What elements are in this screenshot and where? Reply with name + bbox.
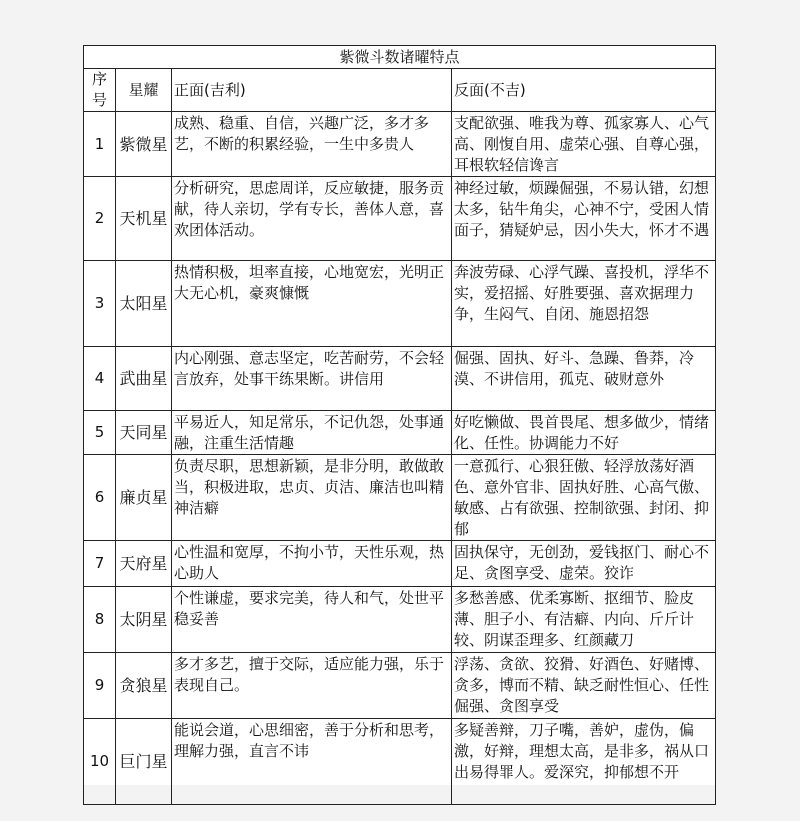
row-positive: 个性谦虚，要求完美，待人和气，处世平稳妥善 [172,587,452,653]
row-negative: 奔波劳碌、心浮气躁、喜投机，浮华不实，爱招摇、好胜要强、喜欢据理力争，生闷气、自闭、施恩招怨 [452,261,716,347]
row-star: 贪狼星 [116,653,172,719]
table-row [84,261,716,347]
header-positive: 正面(吉利) [172,69,452,112]
row-index: 8 [84,587,116,653]
row-index: 2 [84,177,116,261]
star-traits-table [83,45,716,805]
row-negative: 一意孤行、心狠狂傲、轻浮放荡好酒色、意外官非、固执好胜、心高气傲、敏感、占有欲强、控制欲强、封闭、抑郁 [452,455,716,541]
row-index: 6 [84,455,116,541]
row-negative: 神经过敏，烦躁倔强，不易认错，幻想太多，钻牛角尖，心神不宁，受困人情面子，猜疑妒忌，因小失大，怀才不遇 [452,177,716,261]
table-row [84,719,716,805]
row-star: 武曲星 [116,347,172,411]
row-star: 天同星 [116,411,172,455]
row-negative: 固执保守，无创劲，爱钱抠门、耐心不足、贪图享受、虚荣。狡诈 [452,541,716,587]
title-row [84,46,716,69]
row-star: 紫微星 [116,112,172,177]
table-row [84,347,716,411]
row-positive: 热情积极，坦率直接，心地宽宏，光明正大无心机，豪爽慷慨 [172,261,452,347]
row-star: 天府星 [116,541,172,587]
row-index: 10 [84,719,116,805]
row-star: 太阳星 [116,261,172,347]
row-star: 廉贞星 [116,455,172,541]
row-negative: 浮荡、贪欲、狡猾、好酒色、好赌博、贪多，博而不精、缺乏耐性恒心、任性倔强、贪图享受 [452,653,716,719]
table-row [84,541,716,587]
table-row [84,177,716,261]
row-index: 7 [84,541,116,587]
row-negative: 支配欲强、唯我为尊、孤家寡人、心气高、刚愎自用、虚荣心强、自尊心强，耳根软轻信谗言 [452,112,716,177]
table-row [84,112,716,177]
row-index: 1 [84,112,116,177]
row-negative: 倔强、固执、好斗、急躁、鲁莽，冷漠、不讲信用，孤克、破财意外 [452,347,716,411]
row-positive: 成熟、稳重、自信，兴趣广泛，多才多艺，不断的积累经验，一生中多贵人 [172,112,452,177]
row-star: 巨门星 [116,719,172,805]
row-positive: 分析研究，思虑周详，反应敏捷，服务贡献，待人亲切，学有专长，善体人意，喜欢团体活动。 [172,177,452,261]
row-positive: 多才多艺，擅于交际，适应能力强，乐于表现自己。 [172,653,452,719]
row-index: 5 [84,411,116,455]
row-positive: 负责尽职，思想新颖，是非分明，敢做敢当，积极进取，忠贞、贞洁、廉洁也叫精神洁癖 [172,455,452,541]
row-negative: 多愁善感、优柔寡断、抠细节、脸皮薄、胆子小、有洁癖、内向、斤斤计较、阴谋歪理多、红颜藏刀 [452,587,716,653]
row-positive: 内心刚强、意志坚定，吃苦耐劳，不会轻言放弃，处事干练果断。讲信用 [172,347,452,411]
row-negative: 好吃懒做、畏首畏尾、想多做少，情绪化、任性。协调能力不好 [452,411,716,455]
row-positive: 能说会道，心思细密，善于分析和思考，理解力强，直言不讳 [172,719,452,805]
table-row [84,587,716,653]
row-index: 4 [84,347,116,411]
table-row [84,653,716,719]
row-negative: 多疑善辩，刀子嘴，善妒，虚伪，偏激，好辩，理想太高，是非多，祸从口出易得罪人。爱深究，抑郁想不开 [452,719,716,805]
row-star: 太阴星 [116,587,172,653]
header-row [84,69,716,112]
header-index: 序号 [84,69,116,112]
header-negative: 反面(不吉) [452,69,716,112]
row-star: 天机星 [116,177,172,261]
row-positive: 平易近人，知足常乐，不记仇怨，处事通融，注重生活情趣 [172,411,452,455]
table-row [84,411,716,455]
header-star: 星耀 [116,69,172,112]
table-title: 紫微斗数诸曜特点 [84,46,716,69]
row-index: 9 [84,653,116,719]
row-index: 3 [84,261,116,347]
row-positive: 心性温和宽厚，不拘小节，天性乐观，热心助人 [172,541,452,587]
table-row [84,455,716,541]
